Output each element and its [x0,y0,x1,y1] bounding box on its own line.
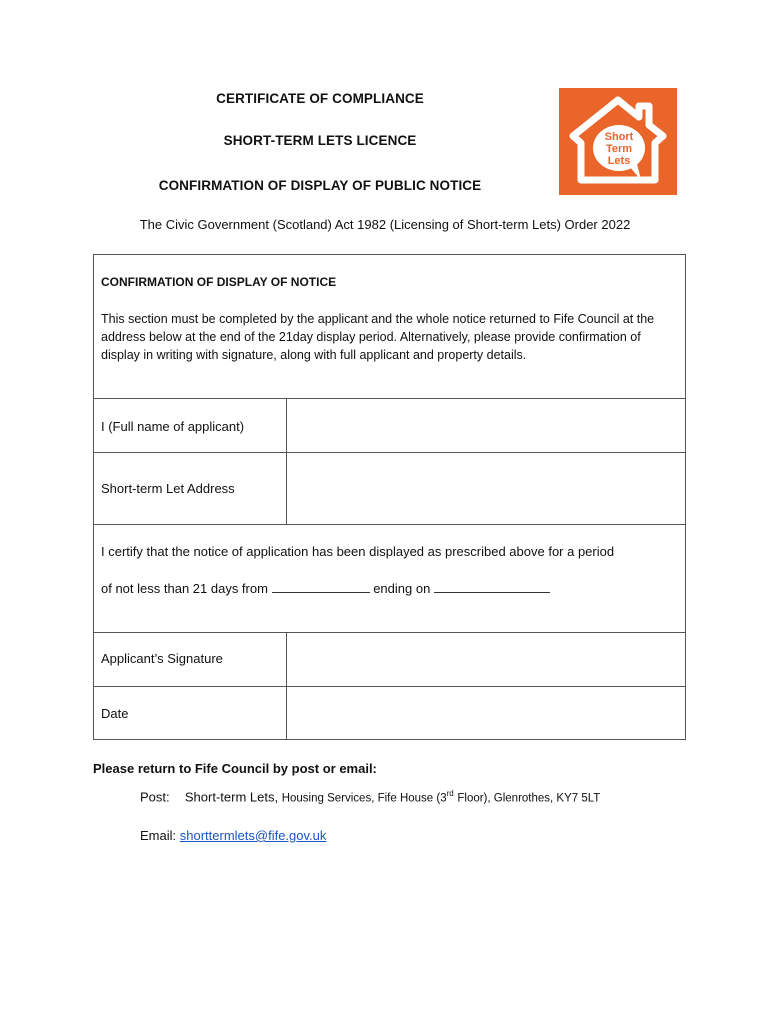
certify-ending-on: ending on [373,581,431,596]
email-row [140,828,326,843]
post-value-part3: Floor), Glenrothes, KY7 5LT [457,792,601,805]
applicant-name-field[interactable] [287,399,685,451]
certify-statement-line1: I certify that the notice of application has been displayed as prescribed above for a period [101,544,615,559]
act-subtitle: The Civic Government (Scotland) Act 1982 (Licensing of Short-term Lets) Order 2022 [139,217,631,232]
logo-text-term: Term [605,143,633,155]
ending-date-blank[interactable] [434,580,550,593]
row-divider [94,524,685,525]
confirmation-form [93,254,686,740]
confirmation-title: CONFIRMATION OF DISPLAY OF PUBLIC NOTICE [158,178,482,193]
applicant-name-label: I (Full name of applicant) [101,419,245,434]
date-field[interactable] [287,687,685,739]
signature-field[interactable] [287,633,685,685]
logo-text-short: Short [604,131,634,143]
certify-statement-line2 [101,580,550,596]
licence-title: SHORT-TERM LETS LICENCE [223,133,417,148]
email-link[interactable]: shorttermlets@fife.gov.uk [179,828,327,843]
post-address-row [140,789,600,804]
intro-paragraph: This section must be completed by the applicant and the whole notice returned to Fife Council at the address below at the end of the 21day display period. Alternatively, please provide confirmation of display in writing with signature, along with full applicant and property details. [101,312,655,362]
from-date-blank[interactable] [272,580,370,593]
post-value-part1: Short-term Lets, [184,789,279,805]
return-heading: Please return to Fife Council by post or email: [93,761,377,776]
email-label: Email: [140,828,177,843]
date-label: Date [101,706,129,721]
post-label: Post: [140,789,170,805]
certificate-title: CERTIFICATE OF COMPLIANCE [216,91,424,106]
logo-text-lets: Lets [607,155,631,167]
post-value-ordinal: rd [446,789,454,798]
signature-label: Applicant’s Signature [101,651,223,666]
post-value-part2: Housing Services, Fife House (3 [281,792,447,805]
address-field[interactable] [287,453,685,523]
certify-prefix: of not less than 21 days from [101,581,268,596]
house-speech-bubble-icon [559,88,677,195]
section-heading: CONFIRMATION OF DISPLAY OF NOTICE [101,275,337,289]
short-term-lets-logo [559,88,677,195]
address-label: Short-term Let Address [101,481,235,496]
